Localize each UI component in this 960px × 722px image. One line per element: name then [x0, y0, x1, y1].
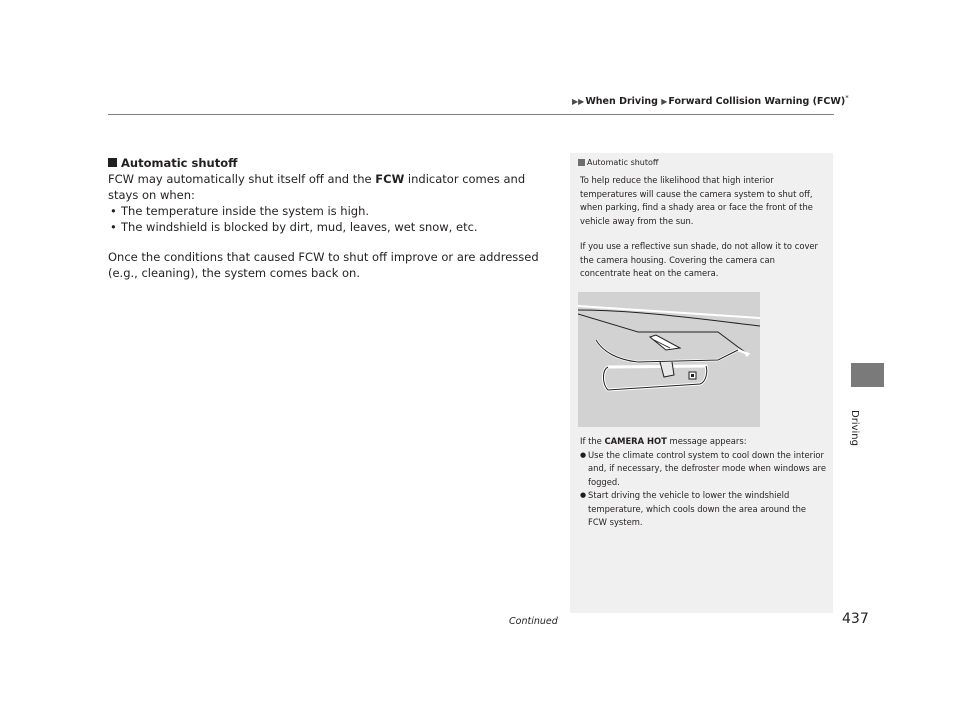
sidebar-text: If the: [580, 436, 605, 446]
square-bullet-icon: [108, 158, 117, 167]
sidebar-note: [570, 153, 833, 613]
main-content: [108, 155, 553, 281]
sidebar-title: [578, 158, 658, 167]
section-heading: [108, 155, 553, 171]
camera-hot-message-label: CAMERA HOT: [604, 436, 667, 446]
list-item: ● Start driving the vehicle to lower the windshield temperature, which cools down the area around the FCW system.: [580, 489, 826, 530]
note-marker-icon: [578, 159, 585, 166]
breadcrumb-item-when-driving[interactable]: When Driving: [585, 96, 658, 108]
camera-hot-list: [580, 449, 826, 530]
fcw-indicator-label: FCW: [375, 172, 405, 186]
body-paragraph-1: [108, 171, 553, 203]
breadcrumb-item-fcw[interactable]: Forward Collision Warning (FCW): [668, 96, 846, 108]
body-text: FCW may automatically shut itself off and the: [108, 172, 376, 186]
body-paragraph-2: Once the conditions that caused FCW to shut off improve or are addressed (e.g., cleaning), the system comes back on.: [108, 250, 539, 280]
sidebar-paragraph-2: If you use a reflective sun shade, do not allow it to cover the camera housing. Covering the camera can concentrate heat on the camera.: [580, 241, 819, 278]
header-divider: [108, 114, 834, 115]
sidebar-camera-hot-section: [580, 435, 826, 530]
list-item: • The windshield is blocked by dirt, mud, leaves, wet snow, etc.: [108, 219, 553, 235]
sidebar-text: message appears:: [666, 436, 747, 446]
page-number: 437: [842, 611, 869, 627]
breadcrumb-arrow-icon: ▶: [661, 97, 668, 107]
breadcrumb: [572, 94, 849, 107]
conditions-list: [108, 203, 553, 235]
sidebar-body: [580, 174, 826, 281]
camera-illustration-svg: [578, 292, 760, 427]
section-heading-text: Automatic shutoff: [121, 156, 238, 170]
camera-hot-intro: [580, 435, 826, 449]
breadcrumb-arrow-icon: ▶▶: [572, 97, 585, 107]
chapter-tab: [851, 363, 884, 387]
continued-label: Continued: [509, 616, 558, 627]
sidebar-paragraph-1: To help reduce the likelihood that high interior temperatures will cause the camera system to shut off, when parking, find a shady area or face the front of the vehicle away from the sun.: [580, 175, 813, 226]
list-item: ● Use the climate control system to cool down the interior and, if necessary, the defroster mode when windows are fogged.: [580, 449, 826, 490]
body-text: indicator comes and stays on when:: [108, 172, 526, 202]
sidebar-title-text: Automatic shutoff: [587, 158, 659, 167]
breadcrumb-asterisk: *: [845, 94, 849, 102]
camera-housing-illustration: [578, 292, 760, 427]
chapter-tab-label: Driving: [849, 410, 860, 446]
list-item: • The temperature inside the system is high.: [108, 203, 553, 219]
